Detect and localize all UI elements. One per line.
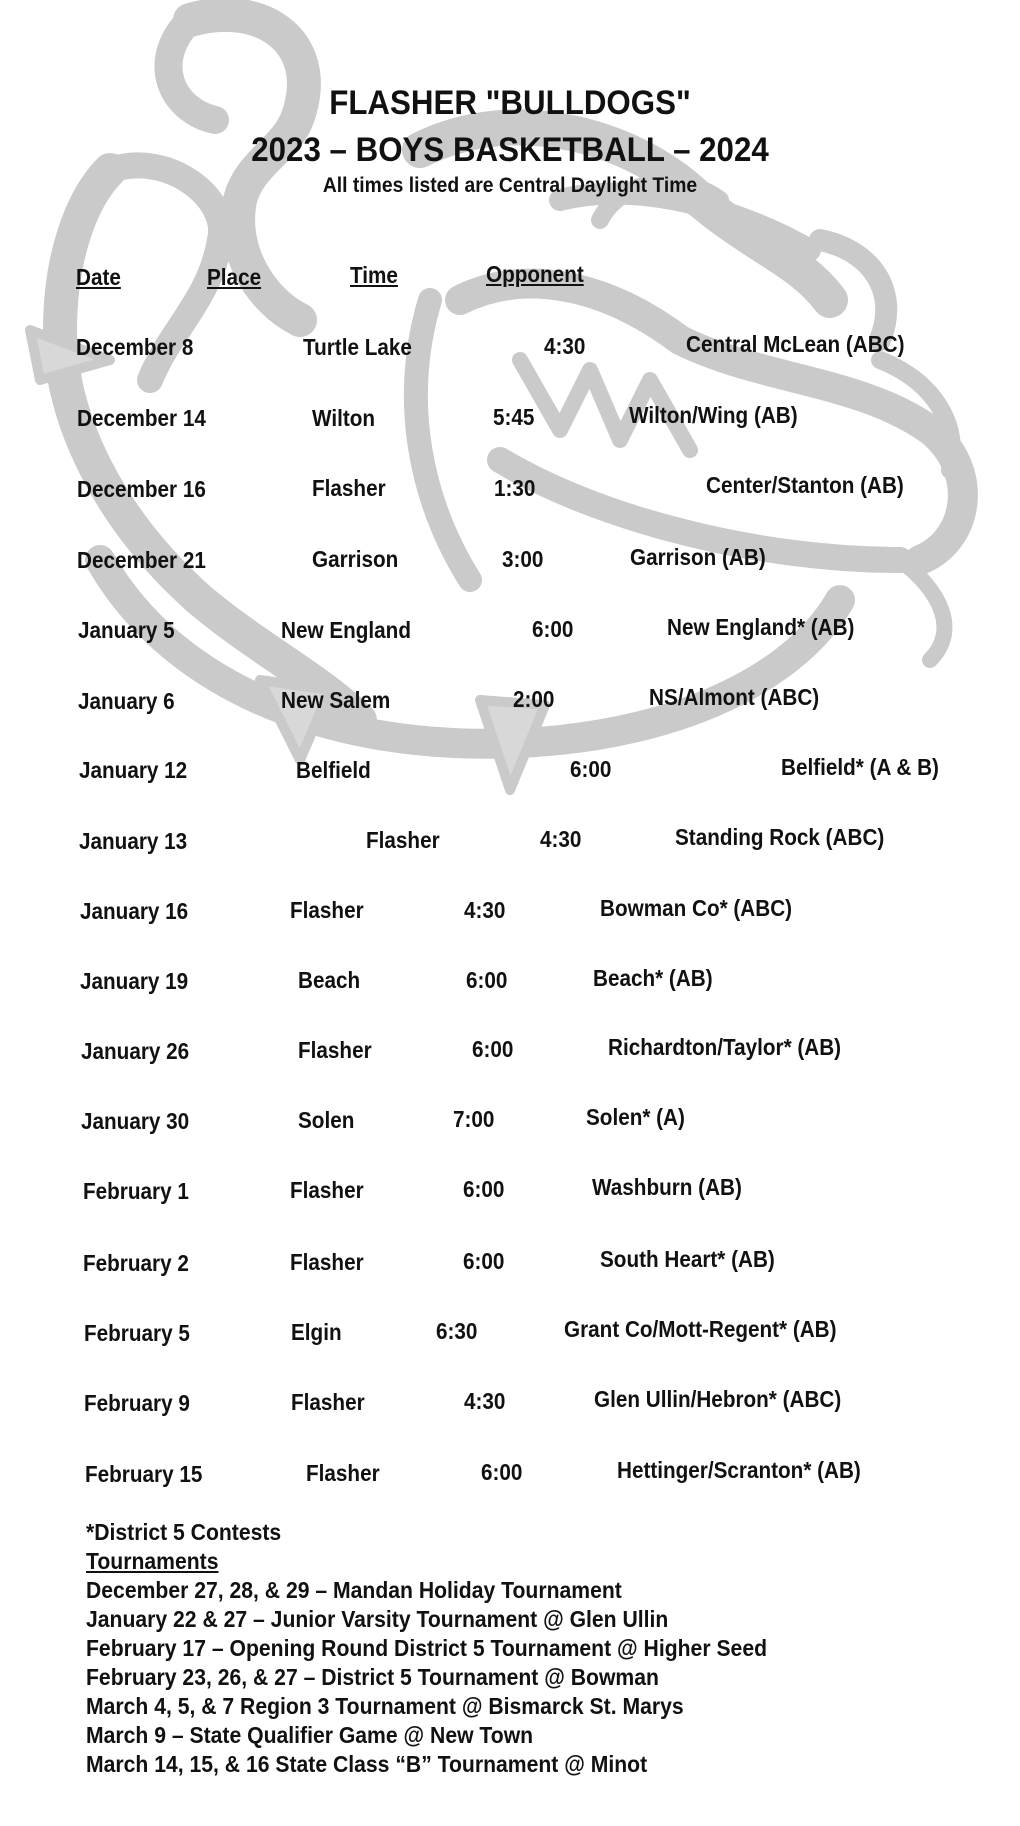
row-date: February 9 [84, 1390, 190, 1416]
row-date: January 19 [80, 968, 189, 994]
row-time: 4:30 [540, 826, 582, 852]
row-place: Garrison [312, 546, 399, 572]
row-time: 7:00 [453, 1106, 495, 1132]
row-opponent: Beach* (AB) [593, 965, 713, 991]
tournaments-heading: Tournaments [86, 1548, 219, 1574]
row-opponent: NS/Almont (ABC) [649, 684, 820, 710]
row-place: Elgin [291, 1319, 342, 1345]
row-time: 6:00 [532, 616, 574, 642]
row-date: January 26 [81, 1038, 190, 1064]
row-time: 4:30 [464, 897, 506, 923]
row-time: 6:00 [463, 1248, 505, 1274]
tournament-item: March 4, 5, & 7 Region 3 Tournament @ Bismarck St. Marys [86, 1693, 684, 1719]
row-date: February 5 [84, 1320, 190, 1346]
tournament-item: December 27, 28, & 29 – Mandan Holiday Tournament [86, 1577, 622, 1603]
row-date: February 2 [83, 1250, 189, 1276]
row-place: Turtle Lake [303, 334, 412, 360]
row-place: Flasher [306, 1460, 380, 1486]
row-place: Flasher [298, 1037, 372, 1063]
row-opponent: Wilton/Wing (AB) [629, 402, 798, 428]
row-place: Flasher [312, 475, 386, 501]
row-opponent: Standing Rock (ABC) [675, 824, 885, 850]
tournament-item: February 17 – Opening Round District 5 Tournament @ Higher Seed [86, 1635, 768, 1661]
column-header-date: Date [76, 264, 121, 290]
tournament-item: March 14, 15, & 16 State Class “B” Tournament @ Minot [86, 1751, 648, 1777]
row-date: January 12 [79, 757, 188, 783]
tournament-item: February 23, 26, & 27 – District 5 Tournament @ Bowman [86, 1664, 659, 1690]
row-opponent: Garrison (AB) [630, 544, 766, 570]
row-place: New Salem [281, 687, 391, 713]
row-date: December 8 [76, 334, 194, 360]
row-opponent: Richardton/Taylor* (AB) [608, 1034, 842, 1060]
row-time: 5:45 [493, 404, 535, 430]
row-opponent: Washburn (AB) [592, 1174, 742, 1200]
row-time: 6:00 [481, 1459, 523, 1485]
column-header-place: Place [207, 264, 262, 290]
row-time: 6:30 [436, 1318, 478, 1344]
row-time: 2:00 [513, 686, 555, 712]
row-date: December 14 [77, 405, 206, 431]
row-date: February 15 [85, 1461, 203, 1487]
row-time: 6:00 [463, 1176, 505, 1202]
row-place: Flasher [290, 1249, 364, 1275]
row-place: Solen [298, 1107, 355, 1133]
row-place: Flasher [290, 897, 364, 923]
row-time: 4:30 [464, 1388, 506, 1414]
row-date: January 16 [80, 898, 189, 924]
row-time: 4:30 [544, 333, 586, 359]
row-place: Flasher [366, 827, 440, 853]
page-title-line1: FLASHER "BULLDOGS" [329, 84, 691, 122]
row-date: December 21 [77, 547, 206, 573]
row-date: January 13 [79, 828, 188, 854]
row-opponent: South Heart* (AB) [600, 1246, 775, 1272]
row-opponent: Glen Ullin/Hebron* (ABC) [594, 1386, 842, 1412]
row-time: 3:00 [502, 546, 544, 572]
row-place: Beach [298, 967, 361, 993]
row-time: 1:30 [494, 475, 536, 501]
row-opponent: Hettinger/Scranton* (AB) [617, 1457, 861, 1483]
row-opponent: Grant Co/Mott-Regent* (AB) [564, 1316, 837, 1342]
row-time: 6:00 [466, 967, 508, 993]
row-opponent: New England* (AB) [667, 614, 855, 640]
row-opponent: Solen* (A) [586, 1104, 685, 1130]
row-place: Belfield [296, 757, 371, 783]
row-date: January 30 [81, 1108, 190, 1134]
row-time: 6:00 [472, 1036, 514, 1062]
tournament-item: March 9 – State Qualifier Game @ New Town [86, 1722, 534, 1748]
row-date: February 1 [83, 1178, 189, 1204]
row-place: Flasher [290, 1177, 364, 1203]
row-opponent: Bowman Co* (ABC) [600, 895, 793, 921]
row-time: 6:00 [570, 756, 612, 782]
column-header-opponent: Opponent [486, 261, 584, 287]
page-subtitle: All times listed are Central Daylight Time [322, 174, 698, 197]
row-date: December 16 [77, 476, 206, 502]
page-title-line2: 2023 – BOYS BASKETBALL – 2024 [251, 131, 769, 169]
tournament-item: January 22 & 27 – Junior Varsity Tournament @ Glen Ullin [86, 1606, 669, 1632]
district-note: *District 5 Contests [86, 1519, 282, 1545]
column-header-time: Time [350, 262, 398, 288]
row-place: Flasher [291, 1389, 365, 1415]
row-date: January 6 [78, 688, 175, 714]
row-date: January 5 [78, 617, 175, 643]
row-opponent: Central McLean (ABC) [686, 331, 905, 357]
row-place: Wilton [312, 405, 376, 431]
row-place: New England [281, 617, 411, 643]
row-opponent: Belfield* (A & B) [781, 754, 939, 780]
row-opponent: Center/Stanton (AB) [706, 472, 904, 498]
